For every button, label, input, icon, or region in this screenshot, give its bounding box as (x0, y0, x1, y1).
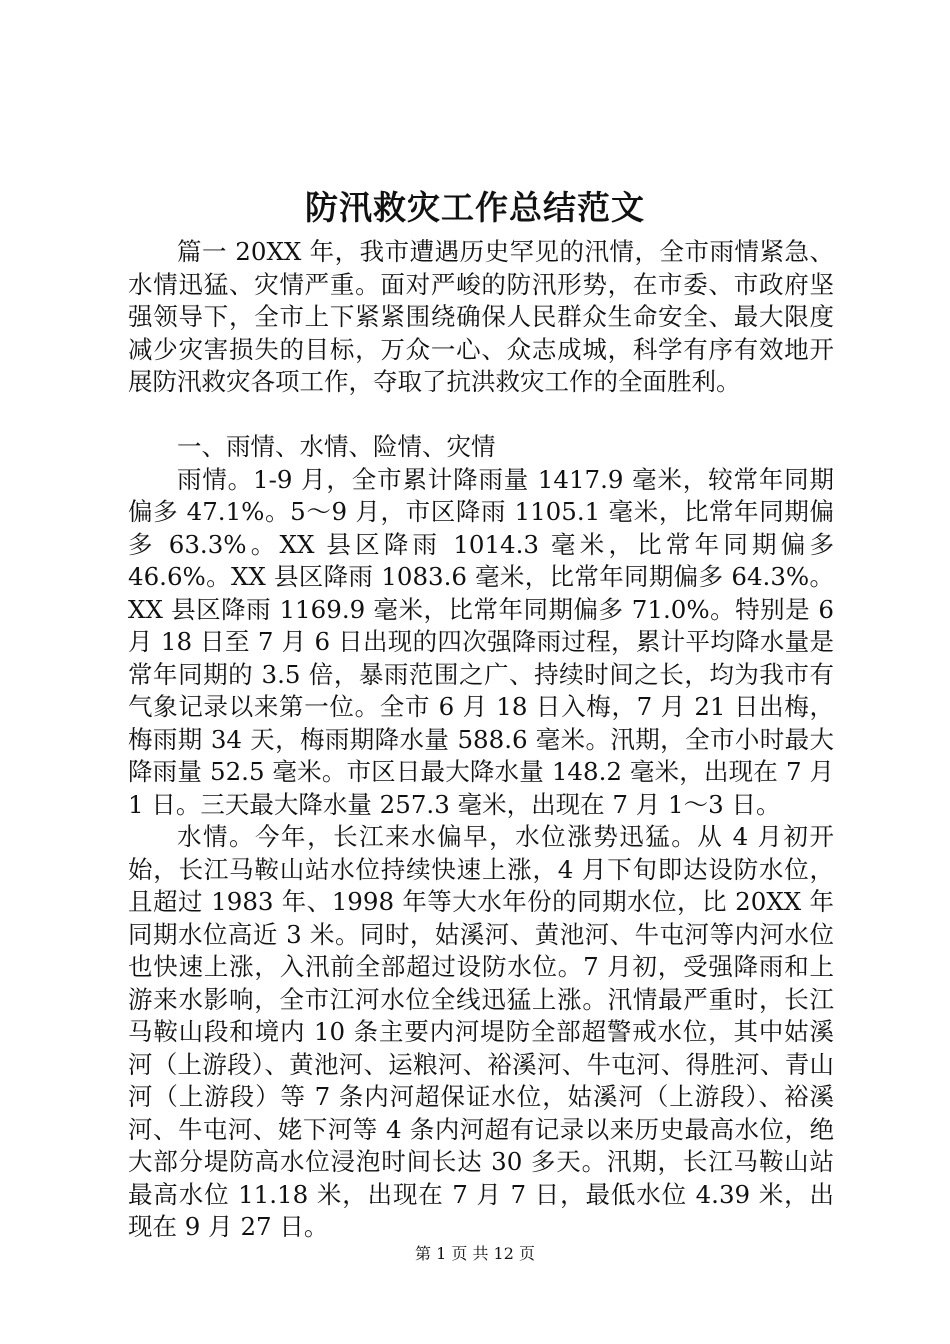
intro-paragraph: 篇一 20XX 年，我市遭遇历史罕见的汛情，全市雨情紧急、水情迅猛、灾情严重。面对严峻的防汛形势，在市委、市政府坚强领导下，全市上下紧紧围绕确保人民群众生命安全、最大限度减少灾害损失的目标，万众一心、众志成城，科学有序有效地开展防汛救灾各项工作，夺取了抗洪救灾工作的全面胜利。 (128, 237, 834, 396)
document-title: 防汛救灾工作总结范文 (305, 188, 645, 227)
rain-paragraph: 雨情。1-9 月，全市累计降雨量 1417.9 毫米，较常年同期偏多 47.1%。5～9 月，市区降雨 1105.1 毫米，比常年同期偏多 63.3%。XX 县区降雨 1014.3 毫米，比常年同期偏多 46.6%。XX 县区降雨 1083.6 毫米，比常年同期偏多 64.3%。XX 县区降雨 1169.9 毫米，比常年同期偏多 71.0%。特别是 6 月 18 日至 7 月 6 日出现的四次强降雨过程，累计平均降水量是常年同期的 3.5 倍，暴雨范围之广、持续时间之长，均为我市有气象记录以来第一位。全市 6 月 18 日入梅，7 月 21 日出梅，梅雨期 34 天，梅雨期降水量 588.6 毫米。汛期，全市小时最大降雨量 52.5 毫米。市区日最大降水量 148.2 毫米，出现在 7 月 1 日。三天最大降水量 257.3 毫米，出现在 7 月 1～3 日。 (128, 464, 834, 819)
page-footer: 第 1 页 共 12 页 (415, 1244, 535, 1263)
water-paragraph: 水情。今年，长江来水偏早，水位涨势迅猛。从 4 月初开始，长江马鞍山站水位持续快速上涨，4 月下旬即达设防水位，且超过 1983 年、1998 年等大水年份的同期水位，比 20XX 年同期水位高近 3 米。同时，姑溪河、黄池河、牛屯河等内河水位也快速上涨，入汛前全部超过设防水位。7 月初，受强降雨和上游来水影响，全市江河水位全线迅猛上涨。汛情最严重时，长江马鞍山段和境内 10 条主要内河堤防全部超警戒水位，其中姑溪河（上游段）、黄池河、运粮河、裕溪河、牛屯河、得胜河、青山河（上游段）等 7 条内河超保证水位，姑溪河（上游段）、裕溪河、牛屯河、姥下河等 4 条内河超有记录以来历史最高水位，绝大部分堤防高水位浸泡时间长达 30 多天。汛期，长江马鞍山站最高水位 11.18 米，出现在 7 月 7 日，最低水位 4.39 米，出现在 9 月 27 日。 (128, 822, 834, 1241)
section-heading: 一、雨情、水情、险情、灾情 (177, 432, 496, 461)
paragraph-spacer (128, 399, 834, 432)
document-body (128, 236, 834, 1244)
